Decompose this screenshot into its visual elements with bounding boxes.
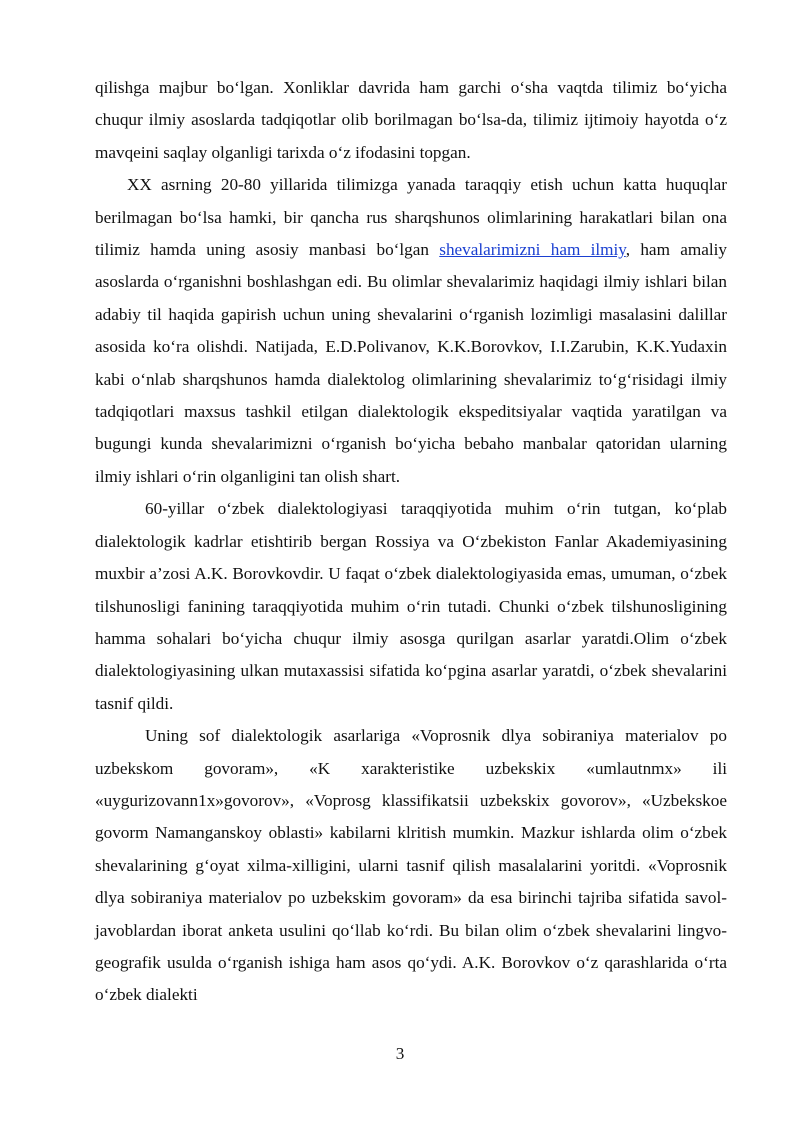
paragraph-4: Uning sof dialektologik asarlariga «Voprosnik dlya sobiraniya materialov po uzbekskom govoram», «K xarakteristike uzbekskix «umlautnmx» ili «uygurizovann1x»govorov», «Voprosg klassifikatsii uzbekskix govorov», «Uzbekskoe govorm Namanganskoy oblasti» kabilarni klritish mumkin. Mazkur ishlarda olim o‘zbek shevalarining g‘oyat xilma-xilligini, ularni tasnif qilish masalalarini yoritdi. «Voprosnik dlya sobiraniya materialov po uzbekskim govoram» da esa birinchi tajriba sifatida savol-javoblardan iborat anketa usulini qo‘llab ko‘rdi. Bu bilan olim o‘zbek shevalarini lingvo-geografik usulda o‘rganish ishiga ham asos qo‘ydi. A.K. Borovkov o‘z qarashlarida o‘rta o‘zbek dialekti xyxy=(95,726,727,1005)
hyperlink-shevalarimiz[interactable]: shevalarimizni ham ilmiy xyxy=(439,240,626,260)
paragraph-2-end: , ham amaliy asoslarda o‘rganishni boshlashgan edi. Bu olimlar shevalarimiz haqidagi ilmiy ishlari bilan adabiy til haqida gapirish uchun uning shevalarini o‘rganish lozimligi masalasini dalillar asosida ko‘ra olishdi. Natijada, E.D.Polivanov, K.K.Borovkov, I.I.Zarubin, K.K.Yudaxin kabi o‘nlab sharqshunos hamda dialektolog olimlarining shevalarimiz to‘g‘risidagi ilmiy tadqiqotlari maxsus tashkil etilgan dialektologik ekspeditsiyalar vaqtida yaratilgan va bugungi kunda shevalarimizni o‘rganish bo‘yicha bebaho manbalar qatoridan ularning ilmiy ishlari o‘rin olganligini tan olish shart. xyxy=(95,240,727,486)
paragraph-3: 60-yillar o‘zbek dialektologiyasi taraqqiyotida muhim o‘rin tutgan, ko‘plab dialektologik kadrlar etishtirib bergan Rossiya va O‘zbekiston Fanlar Akademiyasining muxbir a’zosi A.K. Borovkovdir. U faqat o‘zbek dialektologiyasida emas, umuman, o‘zbek tilshunosligi fanining taraqqiyotida muhim o‘rin tutadi. Chunki o‘zbek tilshunosligining hamma sohalari bo‘yicha chuqur ilmiy asosga qurilgan asarlar yaratdi.Olim o‘zbek dialektologiyasining ulkan mutaxassisi sifatida ko‘pgina asarlar yaratdi, o‘zbek shevalarini tasnif qildi. xyxy=(95,499,727,713)
paragraph-1: qilishga majbur bo‘lgan. Xonliklar davrida ham garchi o‘sha vaqtda tilimiz bo‘yicha chuqur ilmiy asoslarda tadqiqotlar olib borilmagan bo‘lsa-da, tilimiz ijtimoiy hayotda o‘z mavqeini saqlay olganligi tarixda o‘z ifodasini topgan. xyxy=(95,78,727,162)
page-number: 3 xyxy=(395,1044,405,1063)
paragraph-2 xyxy=(95,169,727,493)
body-text xyxy=(95,72,727,1012)
paragraph-2-start: XX asrning 20-80 yillarida tilimizga yanada taraqqiy etish uchun katta huquqlar berilmagan bo‘lsa hamki, bir qancha rus sharqshunos olimlarining harakatlari bilan ona tilimiz hamda uning asosiy manbasi bo‘lgan xyxy=(95,175,727,260)
